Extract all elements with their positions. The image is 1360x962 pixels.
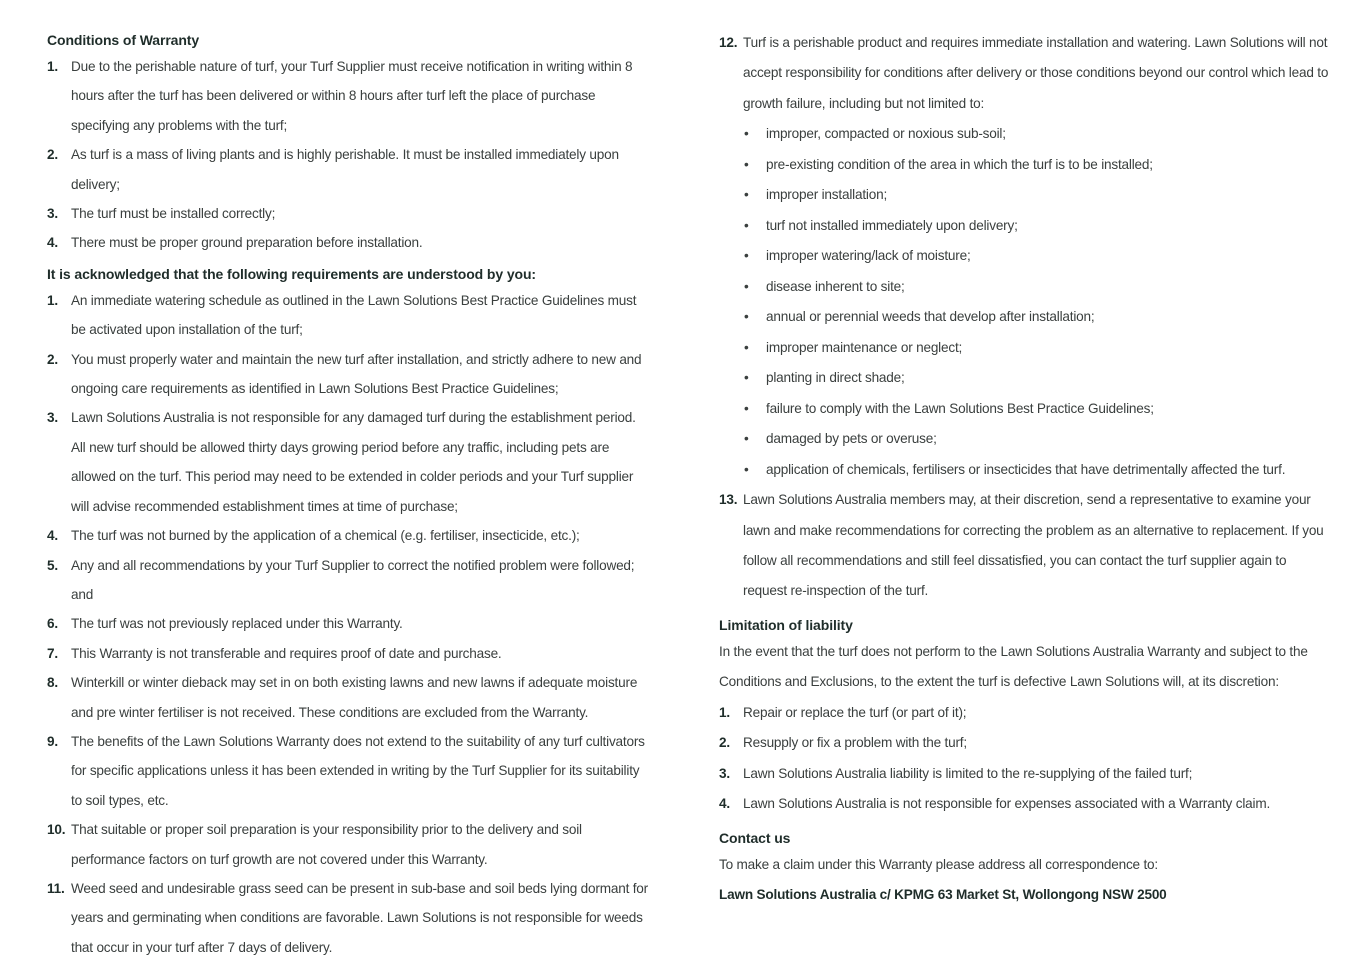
bullet-item bbox=[743, 302, 1329, 333]
bullet-icon bbox=[743, 119, 766, 150]
requirements-list bbox=[47, 286, 652, 962]
list-item bbox=[719, 28, 1329, 485]
item-number: 5. bbox=[47, 557, 58, 573]
bullet-item bbox=[743, 363, 1329, 394]
item-text: This Warranty is not transferable and requires proof of date and purchase. bbox=[71, 645, 502, 661]
item-text: Repair or replace the turf (or part of it); bbox=[743, 705, 967, 721]
bullet-text: annual or perennial weeds that develop after installation; bbox=[766, 309, 1095, 325]
bullet-text: application of chemicals, fertilisers or insecticides that have detrimentally affected the turf. bbox=[766, 461, 1286, 477]
item-number: 4. bbox=[47, 528, 58, 544]
item-text: Resupply or fix a problem with the turf; bbox=[743, 735, 967, 751]
bullet-item bbox=[743, 119, 1329, 150]
liability-heading: Limitation of liability bbox=[719, 616, 853, 633]
bullet-icon bbox=[743, 272, 766, 303]
item-text: There must be proper ground preparation before installation. bbox=[71, 235, 423, 251]
item-number: 2. bbox=[47, 351, 58, 367]
list-item bbox=[47, 521, 652, 550]
liability-list bbox=[719, 698, 1329, 820]
item-text: Turf is a perishable product and requires immediate installation and watering. Lawn Solutions will not accept responsibility for conditions after delivery or those conditions beyond our control which lead to growth failure, including but not limited to: bbox=[743, 35, 1329, 111]
item-text: That suitable or proper soil preparation is your responsibility prior to the delivery and soil performance factors on turf growth are not covered under this Warranty. bbox=[71, 822, 582, 867]
item-number: 3. bbox=[47, 206, 58, 222]
item-text: The benefits of the Lawn Solutions Warranty does not extend to the suitability of any turf cultivators for specific applications unless it has been extended in writing by the Turf Supplier for its suitability to soil types, etc. bbox=[71, 733, 645, 808]
list-item bbox=[719, 759, 1329, 789]
bullet-text: improper installation; bbox=[766, 187, 888, 203]
item-text: Lawn Solutions Australia is not responsible for any damaged turf during the establishment period. All new turf should be allowed thirty days growing period before any traffic, including pets are allowed on the turf. This period may need to be extended in colder periods and your Turf supplier will advise recommended establishment times at time of purchase; bbox=[71, 410, 636, 514]
bullet-text: failure to comply with the Lawn Solutions Best Practice Guidelines; bbox=[766, 400, 1154, 416]
bullet-icon bbox=[743, 394, 766, 425]
list-item bbox=[47, 140, 652, 199]
list-item bbox=[47, 639, 652, 668]
conditions-list bbox=[47, 52, 652, 258]
item-number: 10. bbox=[47, 822, 66, 838]
item-text: An immediate watering schedule as outlined in the Lawn Solutions Best Practice Guidelines must be activated upon installation of the turf; bbox=[71, 292, 637, 338]
contact-address: Lawn Solutions Australia c/ KPMG 63 Market St, Wollongong NSW 2500 bbox=[719, 887, 1167, 903]
item-text: As turf is a mass of living plants and is highly perishable. It must be installed immediately upon delivery; bbox=[71, 147, 619, 192]
bullet-icon bbox=[743, 241, 766, 272]
bullet-text: disease inherent to site; bbox=[766, 278, 905, 294]
conditions-heading: Conditions of Warranty bbox=[47, 32, 200, 48]
bullet-icon bbox=[743, 363, 766, 394]
bullet-text: turf not installed immediately upon delivery; bbox=[766, 217, 1018, 233]
bullet-icon bbox=[743, 211, 766, 242]
list-item bbox=[719, 789, 1329, 819]
bullet-item bbox=[743, 211, 1329, 242]
bullet-icon bbox=[743, 302, 766, 333]
item-text: Winterkill or winter dieback may set in on both existing lawns and new lawns if adequate moisture and pre winter fertiliser is not received. These conditions are excluded from the Warranty. bbox=[71, 675, 638, 720]
bullet-text: planting in direct shade; bbox=[766, 370, 905, 386]
list-item bbox=[47, 668, 652, 727]
item-number: 2. bbox=[47, 147, 58, 163]
right-column bbox=[719, 28, 1329, 910]
list-item bbox=[47, 551, 652, 610]
item-number: 1. bbox=[719, 705, 730, 721]
bullet-text: improper, compacted or noxious sub-soil; bbox=[766, 126, 1006, 142]
item-text: The turf was not burned by the application of a chemical (e.g. fertiliser, insecticide, etc.); bbox=[71, 528, 580, 544]
item-text: Weed seed and undesirable grass seed can be present in sub-base and soil beds lying dormant for years and germinating when conditions are favorable. Lawn Solutions is not responsible for weeds that occur in your turf after 7 days of delivery. bbox=[71, 880, 648, 955]
bullet-icon bbox=[743, 455, 766, 486]
list-item bbox=[719, 485, 1329, 607]
item-number: 13. bbox=[719, 492, 738, 508]
item-number: 8. bbox=[47, 675, 58, 691]
bullet-text: improper watering/lack of moisture; bbox=[766, 248, 971, 264]
bullet-item bbox=[743, 455, 1329, 486]
list-item bbox=[47, 727, 652, 815]
exclusions-list bbox=[719, 28, 1329, 607]
bullet-item bbox=[743, 333, 1329, 364]
bullet-text: damaged by pets or overuse; bbox=[766, 431, 937, 447]
list-item bbox=[719, 698, 1329, 728]
bullet-item bbox=[743, 180, 1329, 211]
left-column bbox=[47, 28, 652, 962]
bullet-icon bbox=[743, 333, 766, 364]
item-text: Lawn Solutions Australia members may, at their discretion, send a representative to examine your lawn and make recommendations for correcting the problem as an alternative to replacement. If you follow all recommendations and still feel dissatisfied, you can contact the turf supplier again to request re-inspection of the turf. bbox=[743, 492, 1324, 599]
bullet-icon bbox=[743, 150, 766, 181]
item-text: Lawn Solutions Australia is not responsible for expenses associated with a Warranty claim. bbox=[743, 796, 1271, 812]
item-number: 4. bbox=[47, 235, 58, 251]
requirements-heading: It is acknowledged that the following requirements are understood by you: bbox=[47, 265, 536, 282]
bullet-text: improper maintenance or neglect; bbox=[766, 339, 963, 355]
list-item bbox=[47, 228, 652, 257]
item-number: 4. bbox=[719, 796, 730, 812]
bullet-item bbox=[743, 394, 1329, 425]
list-item bbox=[47, 286, 652, 345]
list-item bbox=[719, 728, 1329, 758]
item-number: 1. bbox=[47, 292, 58, 308]
item-number: 2. bbox=[719, 735, 730, 751]
item-number: 6. bbox=[47, 616, 58, 632]
exclusion-bullets bbox=[743, 119, 1329, 485]
bullet-item bbox=[743, 272, 1329, 303]
bullet-icon bbox=[743, 424, 766, 455]
item-text: Any and all recommendations by your Turf Supplier to correct the notified problem were followed; and bbox=[71, 557, 635, 602]
item-number: 3. bbox=[719, 765, 730, 781]
list-item bbox=[47, 403, 652, 521]
list-item bbox=[47, 52, 652, 140]
bullet-item bbox=[743, 241, 1329, 272]
item-number: 11. bbox=[47, 880, 65, 896]
item-number: 3. bbox=[47, 410, 58, 426]
list-item bbox=[47, 874, 652, 962]
item-text: Due to the perishable nature of turf, your Turf Supplier must receive notification in writing within 8 hours after the turf has been delivered or within 8 hours after turf left the place of purchase specifying any problems with the turf; bbox=[71, 59, 633, 133]
bullet-icon bbox=[743, 180, 766, 211]
list-item bbox=[47, 345, 652, 404]
bullet-text: pre-existing condition of the area in which the turf is to be installed; bbox=[766, 156, 1153, 172]
list-item bbox=[47, 815, 652, 874]
bullet-item bbox=[743, 424, 1329, 455]
liability-intro: In the event that the turf does not perform to the Lawn Solutions Australia Warranty and subject to the Conditions and Exclusions, to the extent the turf is defective Lawn Solutions will, at its discretion: bbox=[719, 643, 1308, 690]
list-item bbox=[47, 199, 652, 228]
contact-intro: To make a claim under this Warranty please address all correspondence to: bbox=[719, 856, 1158, 872]
item-text: You must properly water and maintain the new turf after installation, and strictly adhere to new and ongoing care requirements as identified in Lawn Solutions Best Practice Guidelines; bbox=[71, 351, 642, 397]
item-text: Lawn Solutions Australia liability is limited to the re-supplying of the failed turf; bbox=[743, 765, 1193, 781]
item-number: 9. bbox=[47, 733, 58, 749]
item-number: 12. bbox=[719, 35, 738, 50]
item-text: The turf was not previously replaced under this Warranty. bbox=[71, 616, 403, 632]
item-text: The turf must be installed correctly; bbox=[71, 206, 276, 222]
contact-heading: Contact us bbox=[719, 829, 791, 846]
item-number: 1. bbox=[47, 59, 58, 74]
item-number: 7. bbox=[47, 645, 58, 661]
list-item bbox=[47, 609, 652, 638]
bullet-item bbox=[743, 150, 1329, 181]
